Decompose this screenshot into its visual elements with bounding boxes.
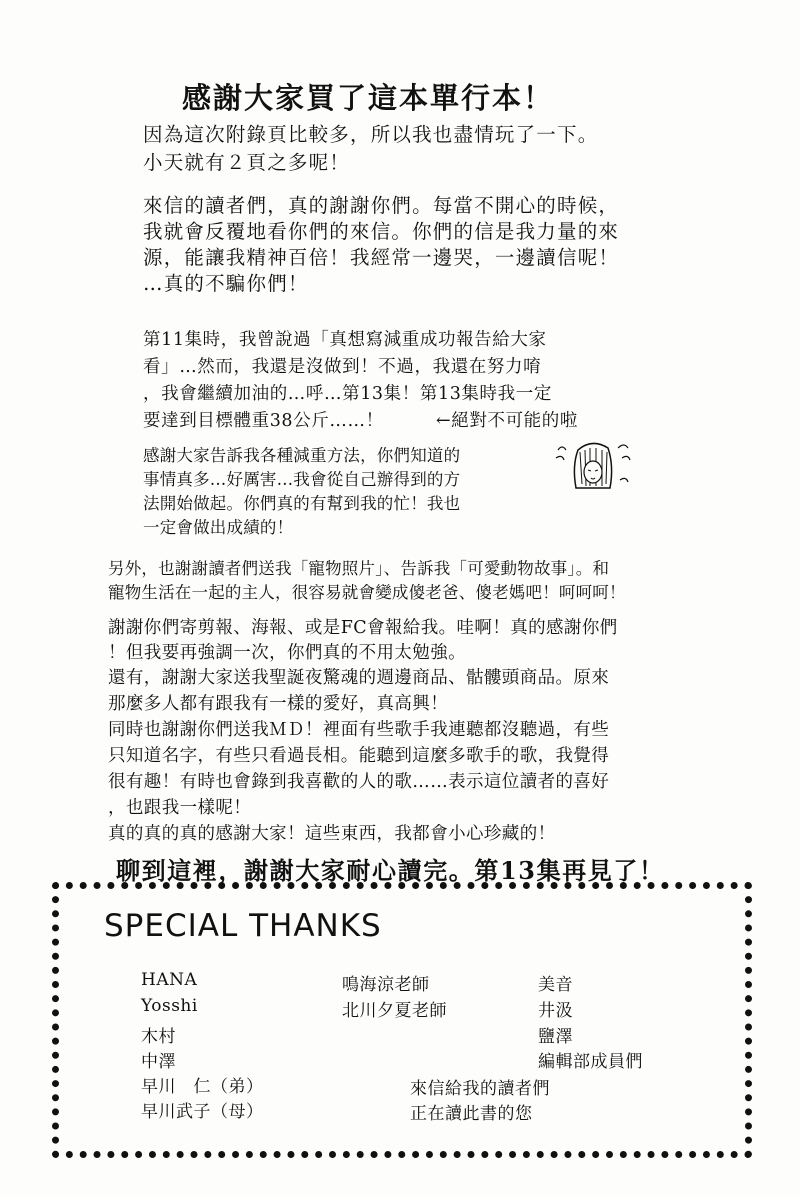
diet-line: ，我會繼續加油的…呼…第13集！第13集時我一定 xyxy=(143,384,552,404)
letters-line: …真的不騙你們！ xyxy=(143,272,309,295)
diet-line: 看」…然而，我還是沒做到！不過，我還在努力唷 xyxy=(143,357,542,377)
thanks-name: 早川武子（母） xyxy=(141,1102,264,1122)
pets-line: 另外，也謝謝讀者們送我「寵物照片」、告訴我「可愛動物故事」。和 xyxy=(108,559,610,578)
thanks-name: 北川夕夏老師 xyxy=(342,1001,447,1021)
thanks-name: 木村 xyxy=(141,1027,176,1047)
thanks-name: 來信給我的讀者們 xyxy=(410,1079,550,1099)
pets-line: 寵物生活在一起的主人，很容易就會變成傻老爸、傻老媽吧！呵呵呵！ xyxy=(108,583,626,602)
gifts-line: 謝謝你們寄剪報、海報、或是FC會報給我。哇啊！真的感謝你們 xyxy=(108,618,618,638)
gifts-line: 很有趣！有時也會錄到我喜歡的人的歌……表示這位讀者的喜好 xyxy=(108,772,610,792)
special-thanks-heading: SPECIAL THANKS xyxy=(104,908,382,944)
gifts-line: 還有，謝謝大家送我聖誕夜驚魂的週邊商品、骷髏頭商品。原來 xyxy=(108,668,610,688)
thanks-name: 井汲 xyxy=(538,1001,573,1021)
thanks-name: 正在讀此書的您 xyxy=(410,1104,533,1124)
tips-line: 感謝大家告訴我各種減重方法，你們知道的 xyxy=(143,446,461,465)
diet-line: 第11集時，我曾說過「真想寫減重成功報告給大家 xyxy=(143,330,547,350)
gifts-line: ，也跟我一樣呢！ xyxy=(108,798,252,818)
tips-line: 法開始做起。你們真的有幫到我的忙！我也 xyxy=(143,494,461,513)
page-title: 感謝大家買了這本單行本！ xyxy=(182,81,555,115)
gifts-line: 同時也謝謝你們送我ＭＤ！裡面有些歌手我連聽都沒聽過，有些 xyxy=(108,720,610,740)
thanks-name: Yosshi xyxy=(141,996,198,1016)
intro-line: 小天就有２頁之多呢！ xyxy=(143,151,351,174)
diet-aside: ←絕對不可能的啦 xyxy=(436,411,578,431)
letters-line: 我就會反覆地看你們的來信。你們的信是我力量的來 xyxy=(143,220,620,243)
thanks-name: HANA xyxy=(141,970,198,990)
thanks-name: 中澤 xyxy=(141,1052,176,1072)
closing-line: 聊到這裡，謝謝大家耐心讀完。第13集再見了！ xyxy=(116,856,665,885)
thanks-name: 編輯部成員們 xyxy=(538,1052,643,1072)
thanks-name: 美音 xyxy=(538,975,573,995)
thanks-name: 鳴海涼老師 xyxy=(342,975,430,995)
thanks-name: 早川 仁（弟） xyxy=(141,1077,264,1097)
thanks-name: 鹽澤 xyxy=(538,1027,573,1047)
diet-line: 要達到目標體重38公斤……！ xyxy=(143,411,384,431)
gifts-line: 那麼多人都有跟我有一樣的愛好，真高興！ xyxy=(108,694,449,714)
gifts-line: 只知道名字，有些只看過長相。能聽到這麼多歌手的歌，我覺得 xyxy=(108,746,610,766)
tips-line: 事情真多…好厲害…我會從自己辦得到的方 xyxy=(143,470,461,489)
letters-line: 來信的讀者們，真的謝謝你們。每當不開心的時候， xyxy=(143,194,620,217)
gifts-line: 真的真的真的感謝大家！這些東西，我都會小心珍藏的！ xyxy=(108,824,556,844)
intro-line: 因為這次附錄頁比較多，所以我也盡情玩了一下。 xyxy=(143,123,599,146)
gifts-line: ！但我要再強調一次，你們真的不用太勉強。 xyxy=(108,643,466,663)
tips-line: 一定會做出成績的！ xyxy=(143,518,294,537)
letters-line: 源，能讓我精神百倍！我經常一邊哭，一邊讀信呢！ xyxy=(143,246,620,269)
doodle-face-icon xyxy=(552,436,634,502)
